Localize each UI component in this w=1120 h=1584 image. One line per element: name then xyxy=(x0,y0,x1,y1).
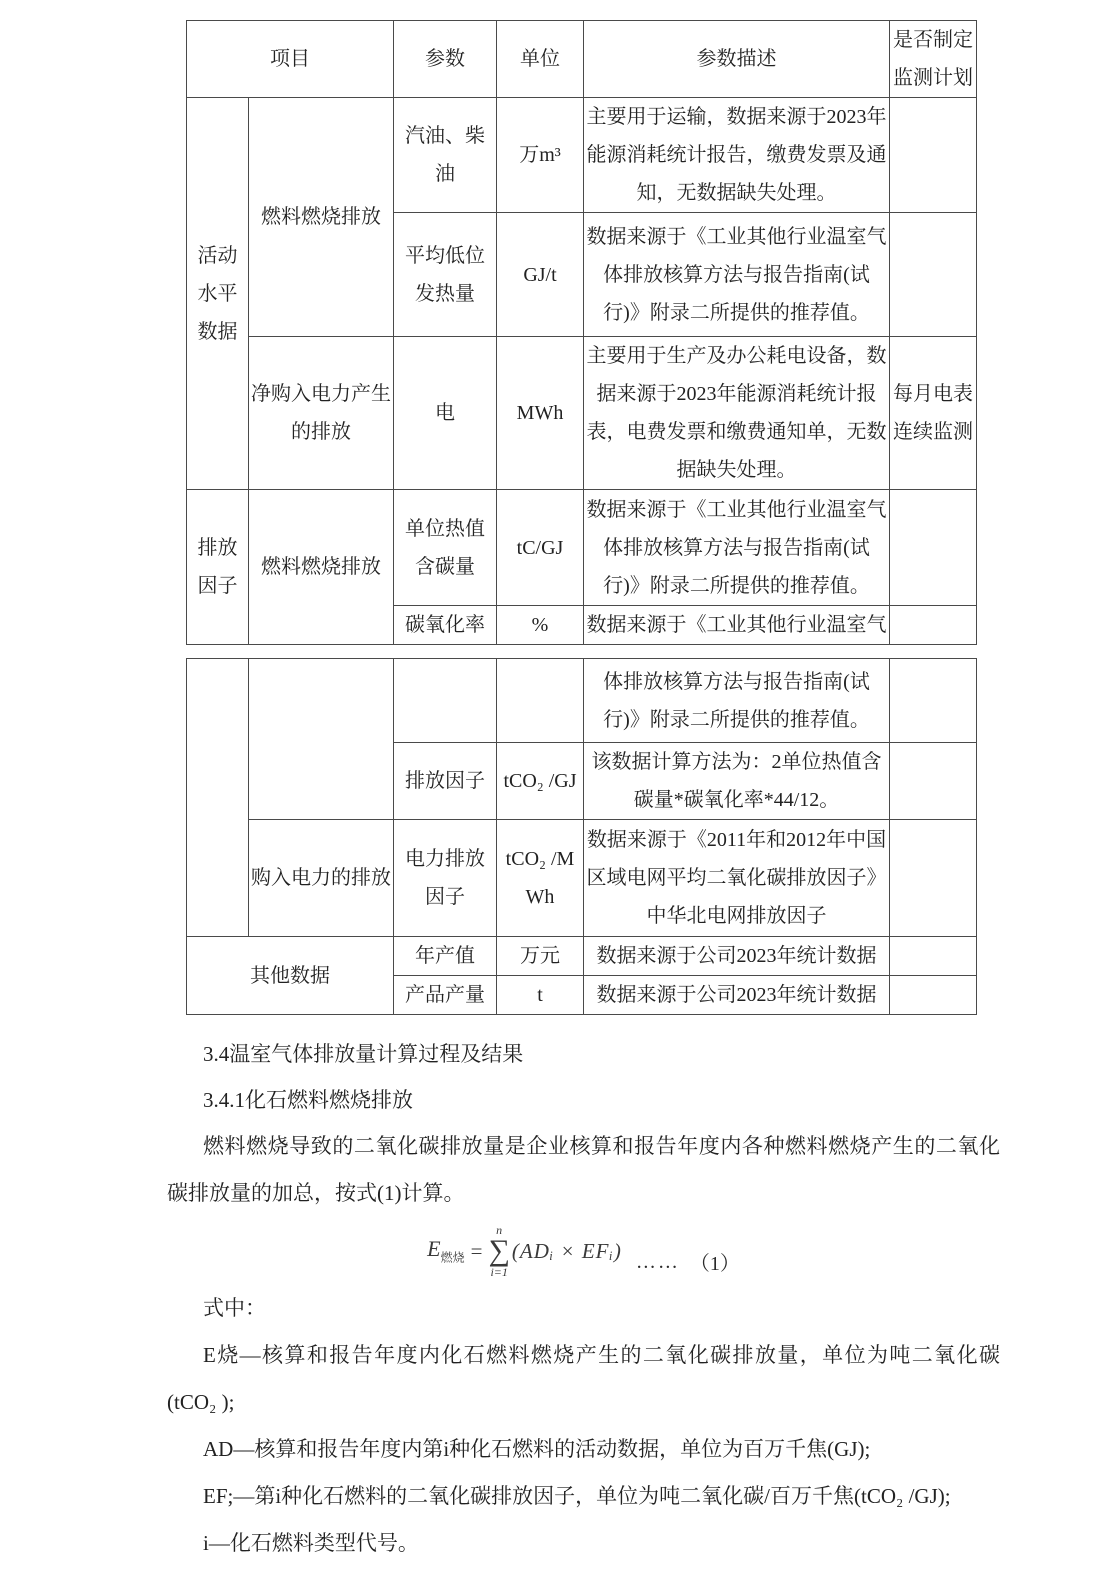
group-other-data: 其他数据 xyxy=(187,937,394,1015)
cell-plan xyxy=(890,820,977,937)
cell-unit: t xyxy=(497,976,584,1015)
cell-plan xyxy=(890,659,977,743)
cell-plan xyxy=(890,213,977,337)
cell-desc: 体排放核算方法与报告指南(试行)》附录二所提供的推荐值。 xyxy=(584,659,890,743)
cell-param: 排放因子 xyxy=(394,743,497,820)
formula-dots: …… xyxy=(635,1250,680,1273)
cell-desc: 数据来源于《工业其他行业温室气体排放核算方法与报告指南(试行)》附录二所提供的推荐值。 xyxy=(584,213,890,337)
table-row xyxy=(187,337,977,490)
cell-unit: 万元 xyxy=(497,937,584,976)
cell-plan xyxy=(890,490,977,606)
group-emission-factor: 排放因子 xyxy=(187,490,249,645)
cell-param xyxy=(394,659,497,743)
sigma-icon: ∑ xyxy=(488,1234,510,1267)
cell-param: 单位热值含碳量 xyxy=(394,490,497,606)
cell-desc: 主要用于运输，数据来源于2023年能源消耗统计报告，缴费发票及通知，无数据缺失处理。 xyxy=(584,98,890,213)
sum-lower-limit: i=1 xyxy=(490,1265,508,1279)
formula-1 xyxy=(167,1221,1000,1281)
group-activity-data: 活动水平数据 xyxy=(187,98,249,490)
definition-i: i—化石燃料类型代号。 xyxy=(203,1531,419,1555)
header-item: 项目 xyxy=(187,21,394,98)
where-label: 式中： xyxy=(203,1296,266,1320)
monitoring-parameters-table-part2 xyxy=(186,658,977,1015)
formula-lhs xyxy=(427,1236,464,1265)
cell-param: 碳氧化率 xyxy=(394,606,497,645)
cell-desc: 主要用于生产及办公耗电设备，数据来源于2023年能源消耗统计报表，电费发票和缴费通知单，无数据缺失处理。 xyxy=(584,337,890,490)
group-purchased-electricity: 购入电力的排放 xyxy=(249,820,394,937)
definition-ad: AD—核算和报告年度内第i种化石燃料的活动数据，单位为百万千焦(GJ); xyxy=(203,1437,871,1461)
cell-desc: 数据来源于公司2023年统计数据 xyxy=(584,937,890,976)
header-unit: 单位 xyxy=(497,21,584,98)
definition-ef: EF;—第i种化石燃料的二氧化碳排放因子，单位为吨二氧化碳/百万千焦(tCO₂ /GJ); xyxy=(203,1484,951,1508)
text-content xyxy=(167,1031,1000,1567)
cell-desc: 该数据计算方法为：2单位热值含碳量*碳氧化率*44/12。 xyxy=(584,743,890,820)
cell-desc: 数据来源于《2011年和2012年中国区域电网平均二氧化碳排放因子》中华北电网排放因子 xyxy=(584,820,890,937)
cell-unit xyxy=(497,659,584,743)
cell-desc: 数据来源于《工业其他行业温室气体排放核算方法与报告指南(试行)》附录二所提供的推荐值。 xyxy=(584,490,890,606)
group-fuel-combustion: 燃料燃烧排放 xyxy=(249,490,394,645)
cell-plan: 每月电表连续监测 xyxy=(890,337,977,490)
cell-param: 汽油、柴油 xyxy=(394,98,497,213)
cell-plan xyxy=(890,937,977,976)
cell-empty xyxy=(249,659,394,820)
cell-desc: 数据来源于公司2023年统计数据 xyxy=(584,976,890,1015)
header-desc: 参数描述 xyxy=(584,21,890,98)
cell-param: 产品产量 xyxy=(394,976,497,1015)
monitoring-parameters-table-part1 xyxy=(186,20,977,645)
formula-equals: = xyxy=(470,1238,483,1263)
cell-unit: 万m³ xyxy=(497,98,584,213)
cell-param: 年产值 xyxy=(394,937,497,976)
formula-expression: (ADᵢ × EFᵢ) xyxy=(511,1238,622,1263)
cell-param: 平均低位发热量 xyxy=(394,213,497,337)
cell-unit: tC/GJ xyxy=(497,490,584,606)
cell-unit: % xyxy=(497,606,584,645)
group-fuel-combustion: 燃料燃烧排放 xyxy=(249,98,394,337)
table-row xyxy=(187,937,977,976)
cell-plan xyxy=(890,976,977,1015)
group-net-electricity: 净购入电力产生的排放 xyxy=(249,337,394,490)
table-row xyxy=(187,659,977,743)
cell-plan xyxy=(890,606,977,645)
cell-plan xyxy=(890,98,977,213)
cell-unit: tCO₂ /MWh xyxy=(497,820,584,937)
summation-symbol xyxy=(488,1224,509,1278)
cell-unit: tCO₂ /GJ xyxy=(497,743,584,820)
cell-unit: GJ/t xyxy=(497,213,584,337)
table-row xyxy=(187,98,977,213)
table-row xyxy=(187,490,977,606)
paragraph-fuel-combustion: 燃料燃烧导致的二氧化碳排放量是企业核算和报告年度内各种燃料燃烧产生的二氧化碳排放量的加总，按式(1)计算。 xyxy=(167,1134,1000,1205)
formula-e-subscript: 燃烧 xyxy=(440,1250,465,1265)
cell-plan xyxy=(890,743,977,820)
sum-upper-limit: n xyxy=(496,1223,503,1237)
table-header-row xyxy=(187,21,977,98)
table-row xyxy=(187,820,977,937)
formula-number: （1） xyxy=(689,1252,740,1275)
cell-unit: MWh xyxy=(497,337,584,490)
cell-param: 电 xyxy=(394,337,497,490)
section-heading-3-4: 3.4温室气体排放量计算过程及结果 xyxy=(203,1042,524,1066)
section-heading-3-4-1: 3.4.1化石燃料燃烧排放 xyxy=(203,1088,413,1112)
formula-e-symbol: E xyxy=(427,1236,441,1262)
header-param: 参数 xyxy=(394,21,497,98)
cell-param: 电力排放因子 xyxy=(394,820,497,937)
header-plan: 是否制定监测计划 xyxy=(890,21,977,98)
cell-desc: 数据来源于《工业其他行业温室气 xyxy=(584,606,890,645)
definition-e: E烧—核算和报告年度内化石燃料燃烧产生的二氧化碳排放量，单位为吨二氧化碳(tCO₂ ); xyxy=(167,1343,1000,1414)
cell-empty xyxy=(187,659,249,937)
